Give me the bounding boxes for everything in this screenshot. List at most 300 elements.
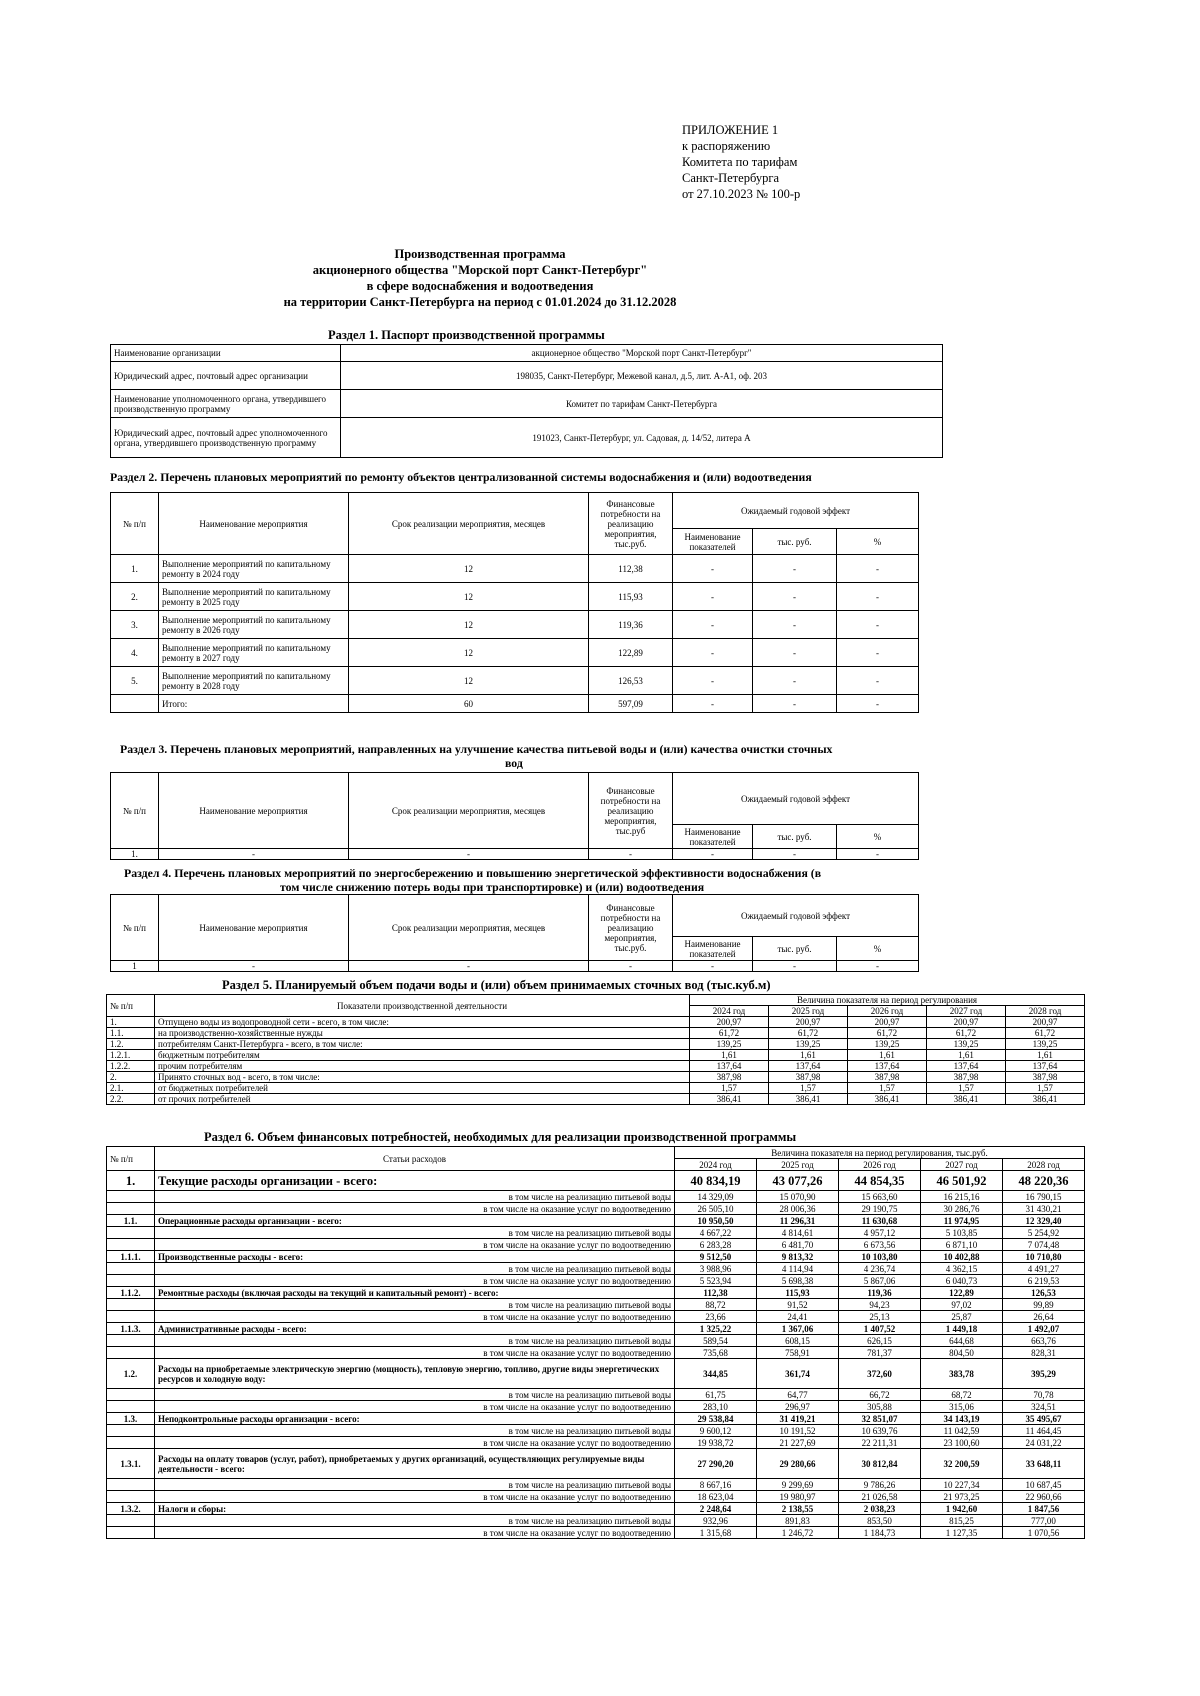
cell-name: Административные расходы - всего:	[155, 1323, 675, 1335]
cell-name: в том числе на оказание услуг по водоотведению	[155, 1401, 675, 1413]
cell-value: 5 254,92	[1003, 1227, 1085, 1239]
cell-value: 804,50	[921, 1347, 1003, 1359]
cell-term: -	[349, 961, 589, 972]
cell-name: в том числе на оказание услуг по водоотведению	[155, 1491, 675, 1503]
cell-value: 32 200,59	[921, 1449, 1003, 1479]
table-row	[111, 583, 919, 611]
cell-value: 10 227,34	[921, 1479, 1003, 1491]
cell-value: 387,98	[769, 1072, 848, 1083]
cell-rub: -	[753, 667, 837, 695]
cell-value: 24,41	[757, 1311, 839, 1323]
section2-heading: Раздел 2. Перечень плановых мероприятий по ремонту объектов централизованной системы водоснабжения и (или) водоотведения	[110, 470, 812, 484]
cell-value: 137,64	[769, 1061, 848, 1072]
cell-term: 12	[349, 667, 589, 695]
appendix-line: от 27.10.2023 № 100-р	[682, 187, 801, 201]
cell-value: 644,68	[921, 1335, 1003, 1347]
cell-num: 1.2.2.	[107, 1061, 155, 1072]
cell-value: 10 687,45	[1003, 1479, 1085, 1491]
table-row	[107, 1094, 1085, 1105]
cell-value: 10 950,50	[675, 1215, 757, 1227]
cell-term: 12	[349, 611, 589, 639]
passport-value: 198035, Санкт-Петербург, Межевой канал, д.5, лит. А-А1, оф. 203	[341, 362, 943, 390]
cell-value: 25,87	[921, 1311, 1003, 1323]
cell-num: 1.2.1.	[107, 1050, 155, 1061]
section6-heading: Раздел 6. Объем финансовых потребностей, необходимых для реализации производственной программы	[204, 1130, 797, 1144]
table-row	[107, 1203, 1085, 1215]
cell-num: 1.3.2.	[107, 1503, 155, 1515]
cell-name: в том числе на оказание услуг по водоотведению	[155, 1437, 675, 1449]
appendix-line: Комитета по тарифам	[682, 155, 798, 169]
cell-value: 94,23	[839, 1299, 921, 1311]
table-row	[107, 1515, 1085, 1527]
cell-value: 4 236,74	[839, 1263, 921, 1275]
cell-rub: -	[753, 639, 837, 667]
cell-value: 8 667,16	[675, 1479, 757, 1491]
cell-value: 1,61	[927, 1050, 1006, 1061]
cell-name: Выполнение мероприятий по капитальному ремонту в 2024 году	[159, 555, 349, 583]
cell-value: 61,72	[848, 1028, 927, 1039]
cell-name: в том числе на оказание услуг по водоотведению	[155, 1239, 675, 1251]
cell-value: 6 673,56	[839, 1239, 921, 1251]
cell-value: 1 325,22	[675, 1323, 757, 1335]
cell-num: 1.2.	[107, 1359, 155, 1389]
cell-name: в том числе на оказание услуг по водоотведению	[155, 1311, 675, 1323]
cell-value: 61,75	[675, 1389, 757, 1401]
cell-value: 61,72	[690, 1028, 769, 1039]
col-indicator-header: Наименование показателей	[673, 937, 753, 961]
table-row	[111, 639, 919, 667]
cell-value: 9 600,12	[675, 1425, 757, 1437]
col-period-header: Величина показателя на период регулирования, тыс.руб.	[675, 1147, 1085, 1159]
col-name-header: Наименование мероприятия	[159, 895, 349, 961]
cell-finance: 119,36	[589, 611, 673, 639]
cell-num	[107, 1491, 155, 1503]
cell-rub: -	[753, 611, 837, 639]
passport-label: Юридический адрес, почтовый адрес уполномоченного органа, утвердившего производственную программу	[111, 418, 341, 458]
cell-term: -	[349, 849, 589, 860]
cell-value: 305,88	[839, 1401, 921, 1413]
cell-value: 11 042,59	[921, 1425, 1003, 1437]
cell-value: 386,41	[927, 1094, 1006, 1105]
col-effect-header: Ожидаемый годовой эффект	[673, 895, 919, 937]
cell-value: 21 227,69	[757, 1437, 839, 1449]
table-row	[107, 1263, 1085, 1275]
table-row	[107, 1389, 1085, 1401]
cell-name: Итого:	[159, 695, 349, 713]
cell-value: 48 220,36	[1003, 1171, 1085, 1191]
passport-label: Юридический адрес, почтовый адрес организации	[111, 362, 341, 390]
table-row	[107, 1359, 1085, 1389]
cell-value: 589,54	[675, 1335, 757, 1347]
cell-value: 200,97	[769, 1017, 848, 1028]
cell-value: 735,68	[675, 1347, 757, 1359]
table-row	[107, 1039, 1085, 1050]
cell-name: -	[159, 849, 349, 860]
cell-indicator: -	[673, 555, 753, 583]
cell-pct: -	[837, 555, 919, 583]
cell-num: 1	[111, 961, 159, 972]
cell-value: 26,64	[1003, 1311, 1085, 1323]
cell-value: 3 988,96	[675, 1263, 757, 1275]
year-header: 2028 год	[1006, 1006, 1085, 1017]
cell-value: 777,00	[1003, 1515, 1085, 1527]
cell-finance: 112,38	[589, 555, 673, 583]
cell-value: 10 710,80	[1003, 1251, 1085, 1263]
cell-num	[111, 695, 159, 713]
cell-num	[107, 1299, 155, 1311]
col-effect-header: Ожидаемый годовой эффект	[673, 773, 919, 825]
table-row	[107, 1425, 1085, 1437]
cell-indicator: -	[673, 695, 753, 713]
cell-name: в том числе на реализацию питьевой воды	[155, 1191, 675, 1203]
cell-num: 1.	[111, 555, 159, 583]
section3-table	[110, 772, 919, 860]
passport-value: 191023, Санкт-Петербург, ул. Садовая, д. 14/52, литера А	[341, 418, 943, 458]
cell-finance: 126,53	[589, 667, 673, 695]
cell-rub: -	[753, 583, 837, 611]
cell-value: 61,72	[1006, 1028, 1085, 1039]
cell-value: 139,25	[927, 1039, 1006, 1050]
col-num-header: № п/п	[107, 995, 155, 1017]
cell-name: Ремонтные расходы (включая расходы на текущий и капитальный ремонт) - всего:	[155, 1287, 675, 1299]
cell-value: 29 190,75	[839, 1203, 921, 1215]
cell-num: 1.2.	[107, 1039, 155, 1050]
table-row	[111, 667, 919, 695]
cell-pct: -	[837, 961, 919, 972]
cell-name: на производственно-хозяйственные нужды	[155, 1028, 690, 1039]
cell-value: 126,53	[1003, 1287, 1085, 1299]
table-row	[107, 1017, 1085, 1028]
cell-num: 1.	[107, 1017, 155, 1028]
cell-name: -	[159, 961, 349, 972]
cell-indicator: -	[673, 667, 753, 695]
table-row	[107, 1215, 1085, 1227]
cell-value: 61,72	[927, 1028, 1006, 1039]
table-row	[111, 611, 919, 639]
col-pct-header: %	[837, 529, 919, 555]
section1-heading: Раздел 1. Паспорт производственной программы	[328, 328, 605, 342]
cell-num	[107, 1203, 155, 1215]
col-term-header: Срок реализации мероприятия, месяцев	[349, 773, 589, 849]
table-row	[107, 1275, 1085, 1287]
cell-value: 137,64	[690, 1061, 769, 1072]
table-row	[107, 1191, 1085, 1203]
cell-value: 139,25	[769, 1039, 848, 1050]
cell-indicator: -	[673, 583, 753, 611]
cell-name: Принято сточных вод - всего, в том числе:	[155, 1072, 690, 1083]
col-term-header: Срок реализации мероприятия, месяцев	[349, 493, 589, 555]
cell-value: 12 329,40	[1003, 1215, 1085, 1227]
cell-value: 386,41	[769, 1094, 848, 1105]
cell-name: в том числе на реализацию питьевой воды	[155, 1299, 675, 1311]
cell-value: 1 492,07	[1003, 1323, 1085, 1335]
col-term-header: Срок реализации мероприятия, месяцев	[349, 895, 589, 961]
col-num-header: № п/п	[107, 1147, 155, 1171]
cell-value: 2 038,23	[839, 1503, 921, 1515]
cell-value: 4 667,22	[675, 1227, 757, 1239]
cell-value: 9 813,32	[757, 1251, 839, 1263]
cell-pct: -	[837, 639, 919, 667]
cell-value: 29 280,66	[757, 1449, 839, 1479]
cell-value: 91,52	[757, 1299, 839, 1311]
cell-value: 853,50	[839, 1515, 921, 1527]
cell-value: 43 077,26	[757, 1171, 839, 1191]
cell-name: в том числе на реализацию питьевой воды	[155, 1479, 675, 1491]
cell-num	[107, 1437, 155, 1449]
cell-value: 200,97	[690, 1017, 769, 1028]
cell-value: 99,89	[1003, 1299, 1085, 1311]
cell-value: 122,89	[921, 1287, 1003, 1299]
cell-value: 626,15	[839, 1335, 921, 1347]
title-line: Производственная программа	[394, 247, 566, 261]
cell-value: 1,61	[769, 1050, 848, 1061]
table-row	[107, 1072, 1085, 1083]
cell-value: 6 871,10	[921, 1239, 1003, 1251]
cell-value: 70,78	[1003, 1389, 1085, 1401]
cell-num	[107, 1275, 155, 1287]
table-row	[107, 1437, 1085, 1449]
cell-num: 1.1.3.	[107, 1323, 155, 1335]
cell-value: 112,38	[675, 1287, 757, 1299]
document-title	[200, 246, 760, 310]
cell-value: 19 980,97	[757, 1491, 839, 1503]
cell-value: 119,36	[839, 1287, 921, 1299]
cell-value: 88,72	[675, 1299, 757, 1311]
col-indicator-header: Наименование показателей	[673, 529, 753, 555]
cell-value: 35 495,67	[1003, 1413, 1085, 1425]
table-row	[107, 1413, 1085, 1425]
cell-value: 200,97	[927, 1017, 1006, 1028]
table-row	[107, 1239, 1085, 1251]
col-name-header: Статьи расходов	[155, 1147, 675, 1171]
year-header: 2026 год	[839, 1159, 921, 1171]
col-num-header: № п/п	[111, 895, 159, 961]
cell-value: 1 246,72	[757, 1527, 839, 1539]
table-row	[107, 1028, 1085, 1039]
table-row	[107, 1449, 1085, 1479]
cell-name: в том числе на реализацию питьевой воды	[155, 1515, 675, 1527]
cell-value: 97,02	[921, 1299, 1003, 1311]
cell-num	[107, 1347, 155, 1359]
cell-name: Операционные расходы организации - всего:	[155, 1215, 675, 1227]
cell-name: в том числе на оказание услуг по водоотведению	[155, 1275, 675, 1287]
cell-value: 9 786,26	[839, 1479, 921, 1491]
cell-pct: -	[837, 695, 919, 713]
year-header: 2024 год	[675, 1159, 757, 1171]
year-header: 2025 год	[757, 1159, 839, 1171]
cell-value: 11 464,45	[1003, 1425, 1085, 1437]
cell-term: 12	[349, 555, 589, 583]
cell-value: 61,72	[769, 1028, 848, 1039]
cell-num: 2.2.	[107, 1094, 155, 1105]
table-row	[107, 1083, 1085, 1094]
title-line: на территории Санкт-Петербурга на период с 01.01.2024 до 31.12.2028	[283, 295, 677, 309]
cell-indicator: -	[673, 639, 753, 667]
cell-value: 324,51	[1003, 1401, 1085, 1413]
cell-value: 6 219,53	[1003, 1275, 1085, 1287]
table-row	[107, 1401, 1085, 1413]
cell-name: в том числе на реализацию питьевой воды	[155, 1389, 675, 1401]
cell-value: 31 419,21	[757, 1413, 839, 1425]
cell-value: 46 501,92	[921, 1171, 1003, 1191]
passport-label: Наименование уполномоченного органа, утвердившего производственную программу	[111, 390, 341, 418]
section2-table	[110, 492, 919, 713]
cell-rub: -	[753, 961, 837, 972]
cell-value: 1,57	[769, 1083, 848, 1094]
cell-value: 6 040,73	[921, 1275, 1003, 1287]
cell-value: 200,97	[1006, 1017, 1085, 1028]
cell-value: 66,72	[839, 1389, 921, 1401]
cell-value: 16 215,16	[921, 1191, 1003, 1203]
cell-value: 387,98	[1006, 1072, 1085, 1083]
cell-num: 1.1.2.	[107, 1287, 155, 1299]
cell-value: 2 248,64	[675, 1503, 757, 1515]
cell-num: 2.1.	[107, 1083, 155, 1094]
cell-value: 395,29	[1003, 1359, 1085, 1389]
cell-value: 15 070,90	[757, 1191, 839, 1203]
cell-value: 19 938,72	[675, 1437, 757, 1449]
table-row	[107, 1503, 1085, 1515]
cell-value: 361,74	[757, 1359, 839, 1389]
cell-num: 1.1.1.	[107, 1251, 155, 1263]
cell-value: 758,91	[757, 1347, 839, 1359]
cell-indicator: -	[673, 849, 753, 860]
cell-value: 68,72	[921, 1389, 1003, 1401]
table-row	[107, 1311, 1085, 1323]
cell-name: Отпущено воды из водопроводной сети - всего, в том числе:	[155, 1017, 690, 1028]
appendix-line: к распоряжению	[682, 139, 771, 153]
cell-value: 1,57	[690, 1083, 769, 1094]
cell-value: 344,85	[675, 1359, 757, 1389]
cell-value: 1,57	[927, 1083, 1006, 1094]
cell-num: 1.	[111, 849, 159, 860]
cell-value: 10 639,76	[839, 1425, 921, 1437]
section4-heading-cont: том числе снижению потерь воды при транспортировке) и (или) водоотведения	[280, 880, 705, 894]
cell-value: 18 623,04	[675, 1491, 757, 1503]
cell-num: 3.	[111, 611, 159, 639]
cell-value: 30 286,76	[921, 1203, 1003, 1215]
cell-value: 891,83	[757, 1515, 839, 1527]
cell-value: 386,41	[690, 1094, 769, 1105]
cell-value: 64,77	[757, 1389, 839, 1401]
cell-num	[107, 1401, 155, 1413]
cell-value: 11 630,68	[839, 1215, 921, 1227]
cell-value: 1 070,56	[1003, 1527, 1085, 1539]
cell-name: Производственные расходы - всего:	[155, 1251, 675, 1263]
passport-value: Комитет по тарифам Санкт-Петербурга	[341, 390, 943, 418]
cell-value: 22 211,31	[839, 1437, 921, 1449]
cell-value: 1 127,35	[921, 1527, 1003, 1539]
cell-value: 4 957,12	[839, 1227, 921, 1239]
col-period-header: Величина показателя на период регулирования	[690, 995, 1085, 1006]
cell-value: 200,97	[848, 1017, 927, 1028]
cell-value: 387,98	[690, 1072, 769, 1083]
cell-value: 815,25	[921, 1515, 1003, 1527]
title-line: акционерного общества "Морской порт Санкт-Петербург"	[312, 263, 648, 277]
table-row	[107, 1050, 1085, 1061]
cell-value: 1 449,18	[921, 1323, 1003, 1335]
cell-num	[107, 1239, 155, 1251]
section4-table	[110, 894, 919, 972]
cell-name: в том числе на оказание услуг по водоотведению	[155, 1203, 675, 1215]
col-finance-header: Финансовые потребности на реализацию мероприятия, тыс.руб.	[589, 493, 673, 555]
cell-value: 6 481,70	[757, 1239, 839, 1251]
cell-value: 11 974,95	[921, 1215, 1003, 1227]
section3-heading: Раздел 3. Перечень плановых мероприятий, направленных на улучшение качества питьевой воды и (или) качества очистки сточных	[120, 742, 833, 756]
table-row	[107, 1227, 1085, 1239]
cell-value: 4 114,94	[757, 1263, 839, 1275]
cell-finance: -	[589, 961, 673, 972]
cell-value: 296,97	[757, 1401, 839, 1413]
cell-value: 2 138,55	[757, 1503, 839, 1515]
cell-finance: -	[589, 849, 673, 860]
cell-value: 386,41	[1006, 1094, 1085, 1105]
cell-value: 25,13	[839, 1311, 921, 1323]
table-row	[111, 695, 919, 713]
cell-value: 11 296,31	[757, 1215, 839, 1227]
col-effect-header: Ожидаемый годовой эффект	[673, 493, 919, 529]
cell-name: Выполнение мероприятий по капитальному ремонту в 2026 году	[159, 611, 349, 639]
table-row	[107, 1171, 1085, 1191]
cell-value: 315,06	[921, 1401, 1003, 1413]
cell-term: 12	[349, 583, 589, 611]
cell-num	[107, 1311, 155, 1323]
cell-finance: 122,89	[589, 639, 673, 667]
col-rub-header: тыс. руб.	[753, 937, 837, 961]
cell-num	[107, 1191, 155, 1203]
cell-value: 137,64	[927, 1061, 1006, 1072]
title-line: в сфере водоснабжения и водоотведения	[366, 279, 594, 293]
section6-table	[106, 1146, 1085, 1539]
cell-num	[107, 1479, 155, 1491]
cell-value: 1,61	[1006, 1050, 1085, 1061]
col-name-header: Наименование мероприятия	[159, 773, 349, 849]
cell-value: 9 512,50	[675, 1251, 757, 1263]
cell-num: 1.3.1.	[107, 1449, 155, 1479]
cell-num: 2.	[111, 583, 159, 611]
cell-name: Выполнение мероприятий по капитальному ремонту в 2028 году	[159, 667, 349, 695]
year-header: 2028 год	[1003, 1159, 1085, 1171]
cell-value: 10 402,88	[921, 1251, 1003, 1263]
cell-value: 27 290,20	[675, 1449, 757, 1479]
section3-heading-cont: вод	[505, 756, 523, 770]
col-finance-header: Финансовые потребности на реализацию мероприятия, тыс.руб	[589, 773, 673, 849]
cell-value: 139,25	[690, 1039, 769, 1050]
cell-value: 781,37	[839, 1347, 921, 1359]
cell-value: 386,41	[848, 1094, 927, 1105]
cell-rub: -	[753, 555, 837, 583]
cell-value: 10 191,52	[757, 1425, 839, 1437]
col-name-header: Показатели производственной деятельности	[155, 995, 690, 1017]
cell-term: 12	[349, 639, 589, 667]
cell-value: 383,78	[921, 1359, 1003, 1389]
cell-value: 608,15	[757, 1335, 839, 1347]
year-header: 2024 год	[690, 1006, 769, 1017]
col-num-header: № п/п	[111, 773, 159, 849]
table-row	[107, 1491, 1085, 1503]
cell-num	[107, 1263, 155, 1275]
year-header: 2026 год	[848, 1006, 927, 1017]
year-header: 2027 год	[921, 1159, 1003, 1171]
table-row	[107, 1347, 1085, 1359]
cell-value: 139,25	[1006, 1039, 1085, 1050]
cell-name: в том числе на реализацию питьевой воды	[155, 1263, 675, 1275]
passport-label: Наименование организации	[111, 345, 341, 362]
cell-value: 387,98	[848, 1072, 927, 1083]
cell-name: от прочих потребителей	[155, 1094, 690, 1105]
col-num-header: № п/п	[111, 493, 159, 555]
cell-value: 32 851,07	[839, 1413, 921, 1425]
